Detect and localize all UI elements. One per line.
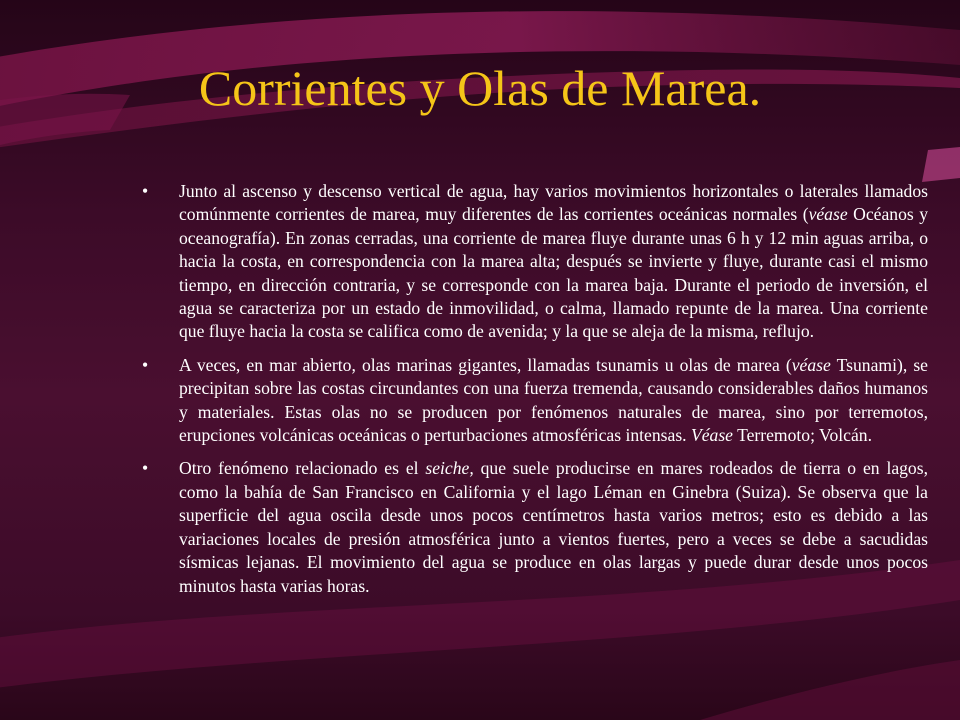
bullet-text: Tsunami), se precipitan sobre las costas circundantes con una fuerza tremenda, causando considerables daños humanos y materiales. Estas olas no se producen por fenómenos naturales de marea, sino por terremotos, erupciones volcánicas oceánicas o perturbaciones atmosféricas intensas.	[179, 354, 928, 446]
bullet-marker: •	[142, 354, 149, 375]
bullet-text: Terremoto; Volcán.	[732, 425, 872, 446]
bullet-item	[140, 354, 928, 448]
bullet-text: A veces, en mar abierto, olas marinas gigantes, llamadas tsunamis u olas de marea (	[179, 354, 792, 375]
bullet-text: Océanos y oceanografía). En zonas cerradas, una corriente de marea fluye durante unas 6 h y 12 min aguas arriba, o hacia la costa, en correspondencia con la marea alta; después se invierte y fluye, durante casi el mismo tiempo, en dirección contraria, y se corresponde con la marea baja. Durante el periodo de inversión, el agua se caracteriza por un estado de inmovilidad, o calma, llamado repunte de la marea. Una corriente que fluye hacia la costa se califica como de avenida; y la que se aleja de la misma, reflujo.	[179, 204, 929, 342]
italic-text: seiche,	[425, 458, 474, 479]
italic-text: véase	[791, 354, 831, 375]
italic-text: véase	[808, 204, 848, 225]
bullet-marker: •	[142, 181, 149, 201]
bullet-list	[140, 180, 928, 608]
bullet-text: Junto al ascenso y descenso vertical de agua, hay varios movimientos horizontales o laterales llamados comúnmente corrientes de marea, muy diferentes de las corrientes oceánicas normales (	[179, 181, 928, 225]
italic-text: Véase	[690, 425, 733, 446]
swoosh-bottom-right	[700, 660, 960, 720]
bullet-marker: •	[142, 458, 149, 479]
swoosh-right-tab	[922, 147, 960, 182]
bullet-item	[140, 180, 928, 344]
bullet-item	[140, 457, 928, 597]
slide-title: Corrientes y Olas de Marea.	[198, 60, 762, 116]
bullet-text: Otro fenómeno relacionado es el	[179, 458, 426, 479]
bullet-text: que suele producirse en mares rodeados de tierra o en lagos, como la bahía de San Francisco en California y el lago Léman en Ginebra (Suiza). Se observa que la superficie del agua oscila desde unos pocos centímetros hasta varios metros; esto es debido a las variaciones locales de presión atmosférica junto a vientos fuertes, pero a veces se debe a sacudidas sísmicas lejanas. El movimiento del agua se produce en olas largas y puede durar desde unos pocos minutos hasta varias horas.	[179, 458, 928, 596]
